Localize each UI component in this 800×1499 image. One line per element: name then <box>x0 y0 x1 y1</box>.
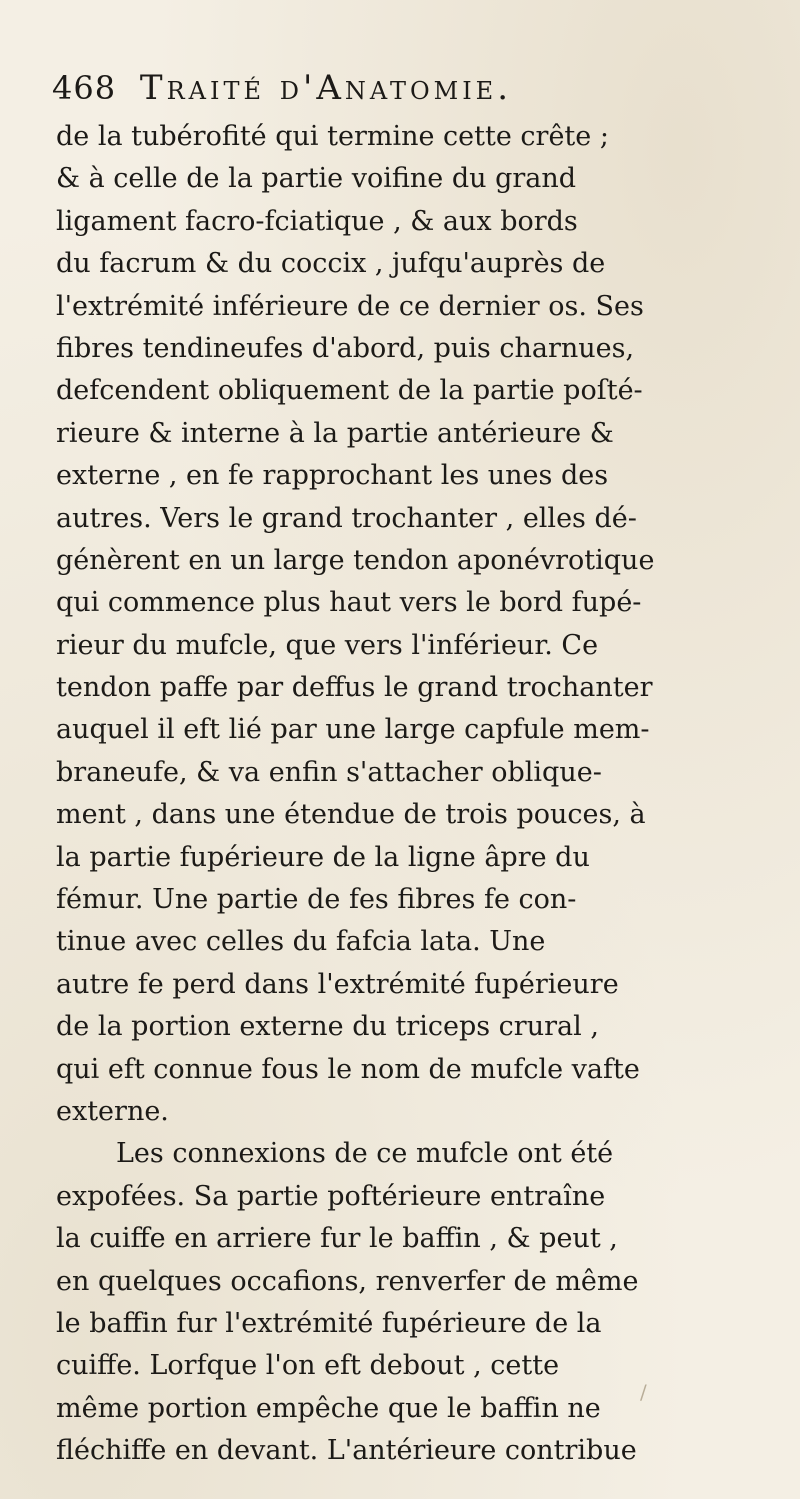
corner-mark: / <box>640 1380 647 1404</box>
text-line: auquel il eft lié par une large capfule mem- <box>56 714 650 746</box>
text-line: externe , en fe rapprochant les unes des <box>56 460 609 492</box>
text-line: en quelques occafions, renverfer de même <box>56 1265 639 1297</box>
page-header <box>52 64 752 112</box>
text-line: l'extrémité inférieure de ce dernier os. Ses <box>56 290 644 322</box>
running-title: Traité d'Anatomie. <box>139 68 513 108</box>
text-line: du facrum & du coccix , jufqu'auprès de <box>56 248 606 280</box>
text-line: autre fe perd dans l'extrémité fupérieure <box>56 968 619 1000</box>
text-line: defcendent obliquement de la partie poſté- <box>56 375 643 407</box>
text-line: autres. Vers le grand trochanter , elles dé- <box>56 502 637 534</box>
text-line: de la tubérofité qui termine cette crête ; <box>56 121 609 152</box>
body-text <box>56 116 792 1473</box>
paragraph-start-line: Les connexions de ce mufcle ont été <box>116 1138 614 1170</box>
text-line: expofées. Sa partie poftérieure entraîne <box>56 1180 606 1212</box>
text-line: fléchiffe en devant. L'antérieure contribue <box>56 1435 637 1467</box>
text-line: ligament facro-fciatique , & aux bords <box>56 205 578 237</box>
text-line: ment , dans une étendue de trois pouces, à <box>56 799 646 831</box>
text-line: la cuiffe en arriere fur le baffin , & peut , <box>56 1223 618 1255</box>
text-line: rieure & interne à la partie antérieure & <box>56 417 614 449</box>
text-line: même portion empêche que le baffin ne <box>56 1392 601 1424</box>
text-line: la partie fupérieure de la ligne âpre du <box>56 841 590 873</box>
text-line: & à celle de la partie voifine du grand <box>56 163 577 195</box>
text-line: externe. <box>56 1095 169 1127</box>
text-line: tendon paffe par deffus le grand trochanter <box>56 672 653 704</box>
page-number: 468 <box>52 69 117 107</box>
text-line: de la portion externe du triceps crural , <box>56 1011 599 1043</box>
text-line: braneufe, & va enfin s'attacher oblique- <box>56 756 602 788</box>
text-line: génèrent en un large tendon aponévrotique <box>56 544 655 576</box>
text-line: tinue avec celles du fafcia lata. Une <box>56 926 546 958</box>
text-line: cuiffe. Lorfque l'on eft debout , cette <box>56 1350 560 1382</box>
text-line: fémur. Une partie de fes fibres fe con- <box>56 884 577 916</box>
text-line: fibres tendineufes d'abord, puis charnues, <box>56 332 635 364</box>
text-line: qui commence plus haut vers le bord fupé- <box>56 587 642 619</box>
text-line: rieur du mufcle, que vers l'inférieur. Ce <box>56 629 599 661</box>
text-line: le baffin fur l'extrémité fupérieure de la <box>56 1307 602 1339</box>
text-line: qui eft connue fous le nom de mufcle vafte <box>56 1053 640 1085</box>
